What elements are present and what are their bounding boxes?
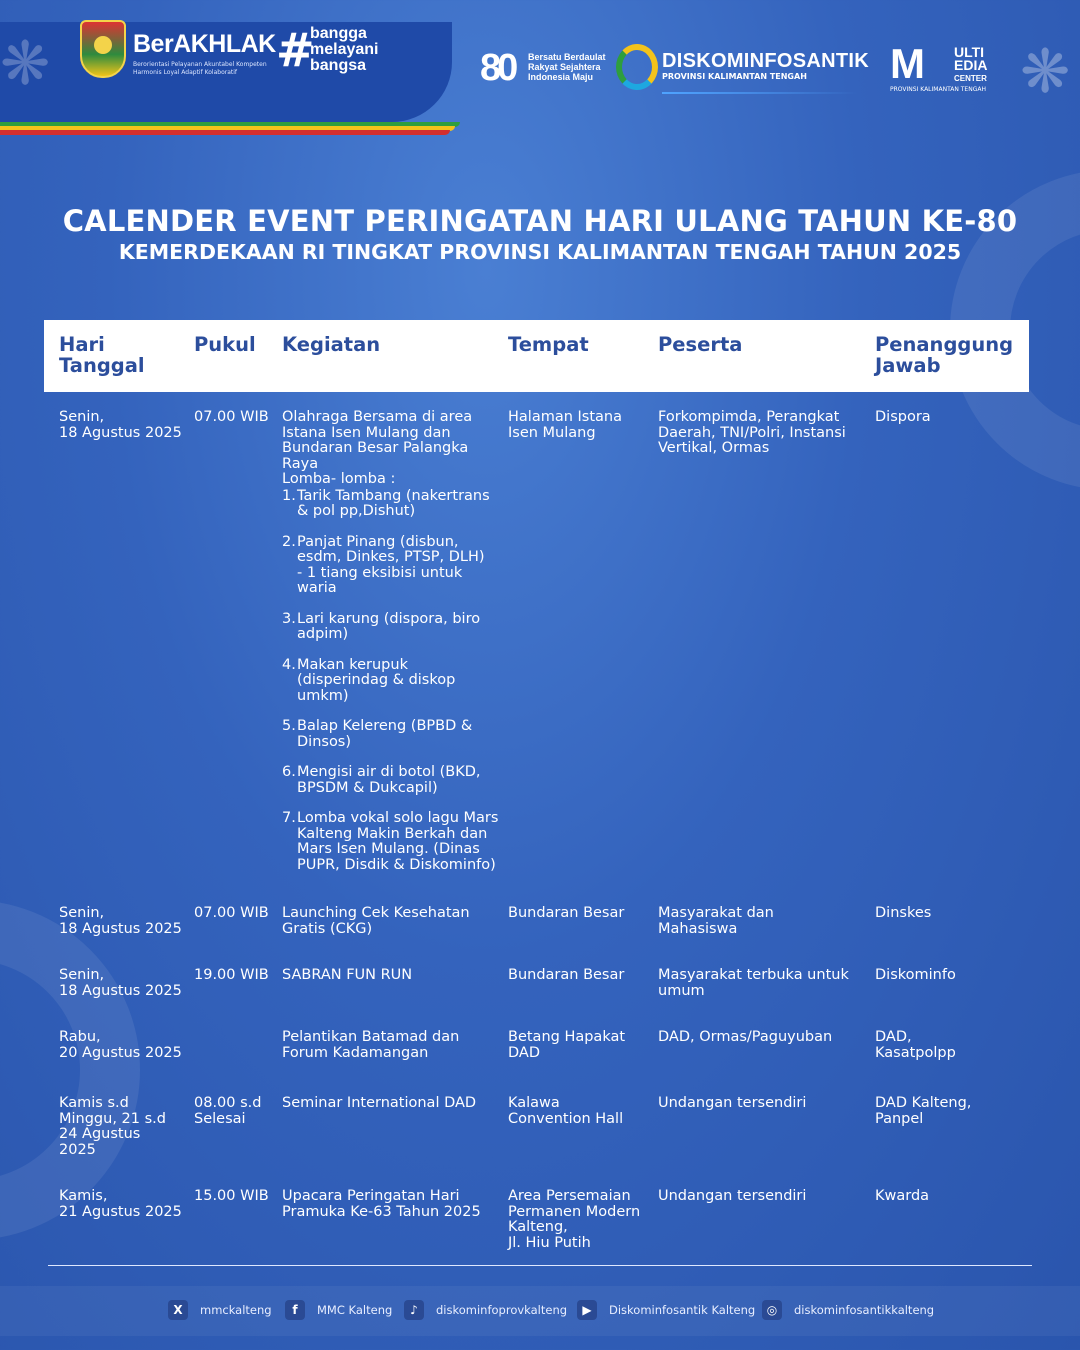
- instagram-icon: ◎: [762, 1300, 782, 1320]
- lomba-line: Panjat Pinang (disbun,: [297, 533, 459, 550]
- row5-hari-line: Minggu, 21 s.d: [59, 1110, 166, 1127]
- table-header: [44, 320, 1029, 392]
- row6-tanggal: 21 Agustus 2025: [59, 1203, 182, 1220]
- lomba-line: Kalteng Makin Berkah dan: [297, 825, 488, 842]
- lomba-item: [282, 612, 512, 643]
- row1-kegiatan-line: Olahraga Bersama di area: [282, 409, 473, 425]
- lomba-item: [282, 489, 512, 520]
- social-x-label: mmckalteng: [200, 1303, 272, 1317]
- page-subtitle: KEMERDEKAAN RI TINGKAT PROVINSI KALIMANTAN TENGAH TAHUN 2025: [118, 240, 962, 264]
- hut-80-logo: [480, 48, 610, 90]
- logo80-line-3: Indonesia Maju: [528, 72, 594, 82]
- row5-pukul-line: 08.00 s.d: [194, 1095, 262, 1111]
- province-emblem-icon: [80, 20, 126, 78]
- header-jawab: Jawab: [875, 354, 941, 377]
- table-bottom-rule: [48, 1265, 1032, 1266]
- row5-tempat: [508, 1096, 623, 1127]
- row1-peserta: [658, 410, 846, 457]
- lomba-line: & pol pp,Dishut): [297, 503, 416, 519]
- lomba-line: Balap Kelereng (BPBD &: [297, 718, 473, 734]
- logo80-number: 80: [480, 47, 515, 89]
- row1-kegiatan-line: Lomba- lomba :: [282, 471, 396, 487]
- header-penanggung: Penanggung: [875, 333, 1014, 356]
- row2-kegiatan-line: Gratis (CKG): [282, 920, 373, 937]
- lomba-line: Lomba vokal solo lagu Mars: [297, 810, 499, 826]
- ornament-right-icon: ❋: [1020, 37, 1071, 107]
- row5-hari-line: 24 Agustus: [59, 1126, 141, 1142]
- row4-tempat-line: Betang Hapakat: [508, 1029, 626, 1045]
- lomba-line: adpim): [297, 626, 349, 642]
- ornament-left-icon: ❋: [0, 29, 51, 99]
- row2-peserta-line: Mahasiswa: [658, 920, 738, 937]
- lomba-list: [282, 489, 512, 874]
- lomba-line: Tarik Tambang (nakertrans: [297, 487, 490, 504]
- row4-tempat: [508, 1030, 625, 1061]
- row1-tempat-line: Isen Mulang: [508, 424, 596, 441]
- header-penanggung-jawab: [875, 334, 1013, 376]
- row3-pj: Diskominfo: [875, 967, 956, 983]
- row1-tempat-line: Halaman Istana: [508, 409, 622, 425]
- lomba-number: 2.: [282, 533, 296, 550]
- lomba-number: 6.: [282, 764, 296, 780]
- row1-pj: Dispora: [875, 409, 931, 425]
- row4-pj: [875, 1030, 956, 1061]
- lomba-item: [282, 811, 512, 873]
- row4-peserta: DAD, Ormas/Paguyuban: [658, 1029, 833, 1045]
- motto-line-1: bangga: [310, 25, 367, 42]
- row6-pj: Kwarda: [875, 1188, 930, 1204]
- row3-tempat: Bundaran Besar: [508, 967, 625, 983]
- row5-hari-tanggal: [59, 1096, 166, 1158]
- row3-pukul: 19.00 WIB: [194, 967, 269, 983]
- lomba-line: Mars Isen Mulang. (Dinas: [297, 841, 480, 857]
- row5-tempat-line: Kalawa: [508, 1095, 560, 1111]
- row3-peserta: [658, 968, 849, 999]
- lomba-line: BPSDM & Dukcapil): [297, 779, 438, 796]
- row4-pj-line: Kasatpolpp: [875, 1044, 956, 1061]
- row4-kegiatan: [282, 1030, 459, 1061]
- row1-kegiatan-line: Raya: [282, 455, 319, 472]
- social-tiktok-label: diskominfoprovkalteng: [436, 1303, 568, 1317]
- header-kegiatan: Kegiatan: [282, 333, 381, 356]
- motto-text: [310, 26, 378, 74]
- row6-tempat: [508, 1189, 640, 1251]
- row6-hari: Kamis,: [59, 1188, 108, 1204]
- row5-pukul: [194, 1096, 262, 1127]
- tiktok-icon: ♪: [404, 1300, 424, 1320]
- row1-peserta-line: Daerah, TNI/Polri, Instansi: [658, 424, 846, 441]
- row6-tempat-line: Area Persemaian: [508, 1188, 631, 1204]
- row6-kegiatan: [282, 1189, 481, 1220]
- row2-kegiatan: [282, 906, 470, 937]
- row1-kegiatan-line: Bundaran Besar Palangka: [282, 440, 469, 456]
- lomba-line: Makan kerupuk: [297, 656, 408, 673]
- row6-tempat-line: Kalteng,: [508, 1219, 568, 1235]
- row5-hari-line: Kamis s.d: [59, 1095, 129, 1111]
- facebook-icon: f: [285, 1300, 305, 1320]
- row3-peserta-line: umum: [658, 982, 705, 999]
- row5-pukul-line: Selesai: [194, 1110, 246, 1127]
- berakhlak-logo-text: BerAKHLAK: [133, 30, 276, 58]
- row2-tempat: Bundaran Besar: [508, 905, 625, 921]
- lomba-line: Lari karung (dispora, biro: [297, 610, 481, 627]
- row2-kegiatan-line: Launching Cek Kesehatan: [282, 905, 470, 921]
- lomba-item: [282, 765, 512, 796]
- row5-kegiatan: Seminar International DAD: [282, 1095, 477, 1111]
- social-youtube-label: Diskominfosantik Kalteng: [609, 1303, 756, 1317]
- lomba-line: PUPR, Disdik & Diskominfo): [297, 856, 496, 873]
- lomba-line: esdm, Dinkes, PTSP, DLH): [297, 549, 485, 565]
- mmc-center: CENTER: [954, 74, 987, 83]
- lomba-item: [282, 658, 512, 705]
- motto-line-2: melayani: [310, 41, 379, 58]
- row4-hari-tanggal: [59, 1030, 182, 1061]
- row1-pukul: 07.00 WIB: [194, 409, 269, 425]
- row1-hari: Senin,: [59, 409, 105, 425]
- lomba-line: waria: [297, 580, 337, 596]
- row2-hari-tanggal: [59, 906, 182, 937]
- berakhlak-subtext: Berorientasi Pelayanan Akuntabel Kompeten Harmonis Loyal Adaptif Kolaboratif: [133, 61, 267, 76]
- row6-tempat-line: Permanen Modern: [508, 1203, 641, 1220]
- row2-pukul: 07.00 WIB: [194, 905, 269, 921]
- row4-kegiatan-line: Forum Kadamangan: [282, 1044, 429, 1061]
- row2-peserta: [658, 906, 774, 937]
- lomba-line: Dinsos): [297, 733, 352, 750]
- mmc-wordmark: [954, 46, 987, 85]
- lomba-number: 7.: [282, 810, 296, 826]
- row1-kegiatan-line: Istana Isen Mulang dan: [282, 424, 451, 441]
- mmc-ulti: ULTI: [954, 44, 985, 60]
- row4-tanggal: 20 Agustus 2025: [59, 1044, 182, 1061]
- lomba-item: [282, 535, 512, 597]
- row4-hari: Rabu,: [59, 1029, 101, 1045]
- lomba-line: - 1 tiang eksibisi untuk: [297, 564, 463, 581]
- row2-pj: Dinskes: [875, 905, 932, 921]
- logo80-tagline: [528, 52, 606, 82]
- header-pukul: Pukul: [194, 333, 256, 356]
- header-tempat: Tempat: [508, 333, 589, 356]
- lomba-number: 5.: [282, 718, 296, 734]
- row6-pukul: 15.00 WIB: [194, 1188, 269, 1204]
- multimedia-center-logo: [890, 40, 1000, 98]
- row3-kegiatan: SABRAN FUN RUN: [282, 967, 413, 983]
- row6-tempat-line: Jl. Hiu Putih: [508, 1234, 591, 1251]
- header-peserta: Peserta: [658, 333, 743, 356]
- row1-hari-tanggal: [59, 410, 182, 441]
- header-hari: Hari: [59, 333, 105, 356]
- row6-peserta: Undangan tersendiri: [658, 1188, 807, 1204]
- row3-hari-tanggal: [59, 968, 182, 999]
- diskominfosantik-icon: [616, 44, 658, 90]
- lomba-line: (disperindag & diskop: [297, 672, 456, 688]
- row4-tempat-line: DAD: [508, 1044, 540, 1061]
- motto-line-3: bangsa: [310, 57, 367, 74]
- diskominfosantik-province: PROVINSI KALIMANTAN TENGAH: [662, 72, 807, 81]
- mmc-edia: EDIA: [954, 57, 988, 73]
- row5-pj-line: DAD Kalteng,: [875, 1095, 972, 1111]
- row2-tanggal: 18 Agustus 2025: [59, 920, 182, 937]
- row5-peserta: Undangan tersendiri: [658, 1095, 807, 1111]
- row1-tanggal: 18 Agustus 2025: [59, 424, 182, 441]
- page-title: CALENDER EVENT PERINGATAN HARI ULANG TAHUN KE-80: [62, 204, 1018, 238]
- row1-peserta-line: Forkompimda, Perangkat: [658, 409, 840, 425]
- mmc-province: PROVINSI KALIMANTAN TENGAH: [890, 86, 986, 93]
- youtube-icon: ▶: [577, 1300, 597, 1320]
- row2-hari: Senin,: [59, 905, 105, 921]
- x-icon: X: [168, 1300, 188, 1320]
- row5-tempat-line: Convention Hall: [508, 1110, 624, 1127]
- diskominfosantik-name: DISKOMINFOSANTIK: [662, 50, 870, 72]
- row3-tanggal: 18 Agustus 2025: [59, 982, 182, 999]
- lomba-number: 1.: [282, 487, 296, 504]
- row5-pj: [875, 1096, 971, 1127]
- lomba-item: [282, 719, 512, 750]
- lomba-line: umkm): [297, 687, 349, 704]
- social-facebook-label: MMC Kalteng: [317, 1303, 393, 1317]
- lomba-number: 4.: [282, 656, 296, 673]
- motto-hash: #: [276, 23, 315, 77]
- row5-pj-line: Panpel: [875, 1110, 924, 1127]
- logo80-line-2: Rakyat Sejahtera: [528, 62, 601, 72]
- diskominfosantik-underline: [662, 92, 858, 94]
- row1-tempat: [508, 410, 622, 441]
- row6-hari-tanggal: [59, 1189, 182, 1220]
- lomba-line: Mengisi air di botol (BKD,: [297, 764, 481, 780]
- row1-kegiatan: [282, 410, 512, 888]
- diskominfosantik-logo: [616, 42, 876, 98]
- row4-pj-line: DAD,: [875, 1029, 912, 1045]
- mmc-m-letter: M: [890, 40, 925, 87]
- row5-hari-line: 2025: [59, 1141, 96, 1158]
- row3-peserta-line: Masyarakat terbuka untuk: [658, 967, 849, 983]
- lomba-number: 3.: [282, 610, 296, 627]
- logo80-line-1: Bersatu Berdaulat: [528, 52, 606, 62]
- row3-hari: Senin,: [59, 967, 105, 983]
- header-tanggal: Tanggal: [59, 354, 145, 377]
- row6-kegiatan-line: Pramuka Ke-63 Tahun 2025: [282, 1203, 481, 1220]
- row2-peserta-line: Masyarakat dan: [658, 905, 774, 921]
- social-instagram-label: diskominfosantikkalteng: [794, 1303, 935, 1317]
- row1-peserta-line: Vertikal, Ormas: [658, 440, 770, 456]
- header-hari-tanggal: [59, 334, 145, 376]
- row4-kegiatan-line: Pelantikan Batamad dan: [282, 1029, 460, 1045]
- row6-kegiatan-line: Upacara Peringatan Hari: [282, 1188, 460, 1204]
- stripe-red: [0, 130, 450, 135]
